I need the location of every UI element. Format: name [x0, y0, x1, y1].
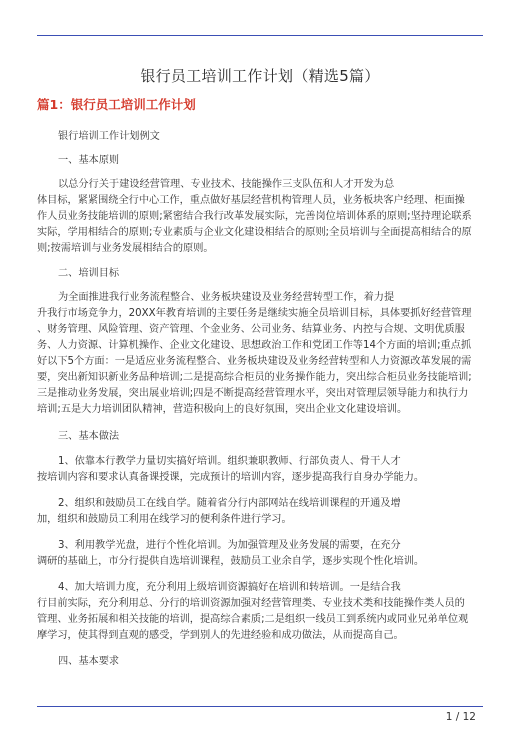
text-line: 管理、业务拓展和相关技能的培训，提高综合素质;二是组织一线员工到系统内或同业兄弟单位观 — [37, 614, 469, 625]
page-indicator: 1 / 12 — [445, 711, 476, 723]
text-line: 三是推动业务发展，突出展业培训;四是不断提高经营管理水平，突出对管理层领导能力和执行力 — [37, 388, 469, 399]
text-line: 三、基本做法 — [58, 431, 120, 442]
text-line: 升我行市场竞争力，20XX年教育培训的主要任务是继续实施全员培训目标，具体要抓好经营管理 — [37, 308, 472, 319]
text-line: 则;按需培训与业务发展相结合的原则。 — [37, 243, 214, 254]
text-line: 按培训内容和要求认真备课授课，完成预计的培训内容，逐步提高我行自身办学能力。 — [37, 472, 425, 483]
text-line: 3、利用教学光盘，进行个性化培训。为加强管理及业务发展的需要，在充分 — [58, 540, 401, 551]
text-line: 作人员业务技能培训的原则;紧密结合我行改革发展实际，完善岗位培训体系的原则;坚持理论联系 — [37, 211, 472, 222]
text-line: 加，组织和鼓励员工利用在线学习的便利条件进行学习。 — [37, 514, 292, 525]
text-line: 实际，学用相结合的原则;专业素质与企业文化建设相结合的原则;全员培训与全面提高相结合的原 — [37, 227, 472, 238]
text-line: 四、基本要求 — [58, 656, 120, 667]
text-line: 培训;五是大力培训团队精神，营造积极向上的良好氛围，突出企业文化建设培训。 — [37, 404, 408, 415]
text-line: 4、加大培训力度，充分利用上级培训资源搞好在培训和转培训。一是结合我 — [58, 582, 401, 593]
text-line: 体目标，紧紧围绕全行中心工作，重点做好基层经营机构管理人员，业务板块客户经理、柜面操 — [37, 195, 465, 206]
text-line: 务、人力资源、计算机操作、企业文化建设、思想政治工作和党团工作等14个方面的培训;重点抓 — [37, 340, 472, 351]
footer-rule — [37, 706, 483, 707]
text-line: 要，突出新知识新业务品种培训;二是提高综合柜员的业务操作能力，突出综合柜员业务技能培训; — [37, 372, 472, 383]
text-line: 为全面推进我行业务流程整合、业务板块建设及业务经营转型工作，着力提 — [58, 292, 395, 303]
text-line: 调研的基础上，市分行提供自选培训课程，鼓励员工业余自学，逐步实现个性化培训。 — [37, 556, 425, 567]
text-line: 银行培训工作计划例文 — [58, 131, 160, 142]
section-heading: 篇1：银行员工培训工作计划 — [37, 97, 196, 112]
text-line: 2、组织和鼓励员工在线自学。随着省分行内部网站在线培训课程的开通及增 — [58, 498, 401, 509]
document-title: 银行员工培训工作计划（精选5篇） — [140, 67, 380, 85]
text-line: 好以下5个方面：一是适应业务流程整合、业务板块建设及业务经营转型和人力资源改革发展的需 — [37, 356, 472, 367]
text-line: 一、基本原则 — [58, 155, 120, 166]
text-line: 以总分行关于建设经营管理、专业技术、技能操作三支队伍和人才开发为总 — [58, 179, 395, 190]
header-rule — [37, 35, 483, 36]
text-line: 、财务管理、风险管理、资产管理、个金业务、公司业务、结算业务、内控与合规、文明优质服 — [37, 324, 465, 335]
text-line: 摩学习，使其得到直观的感受，学到别人的先进经验和成功做法，从而提高自己。 — [37, 630, 404, 641]
text-line: 1、依靠本行教学力量切实搞好培训。组织兼职教师、行部负责人、骨干人才 — [58, 456, 401, 467]
text-line: 二、培训目标 — [58, 268, 120, 279]
text-line: 行目前实际，充分利用总、分行的培训资源加强对经营管理类、专业技术类和技能操作类人员的 — [37, 598, 465, 609]
